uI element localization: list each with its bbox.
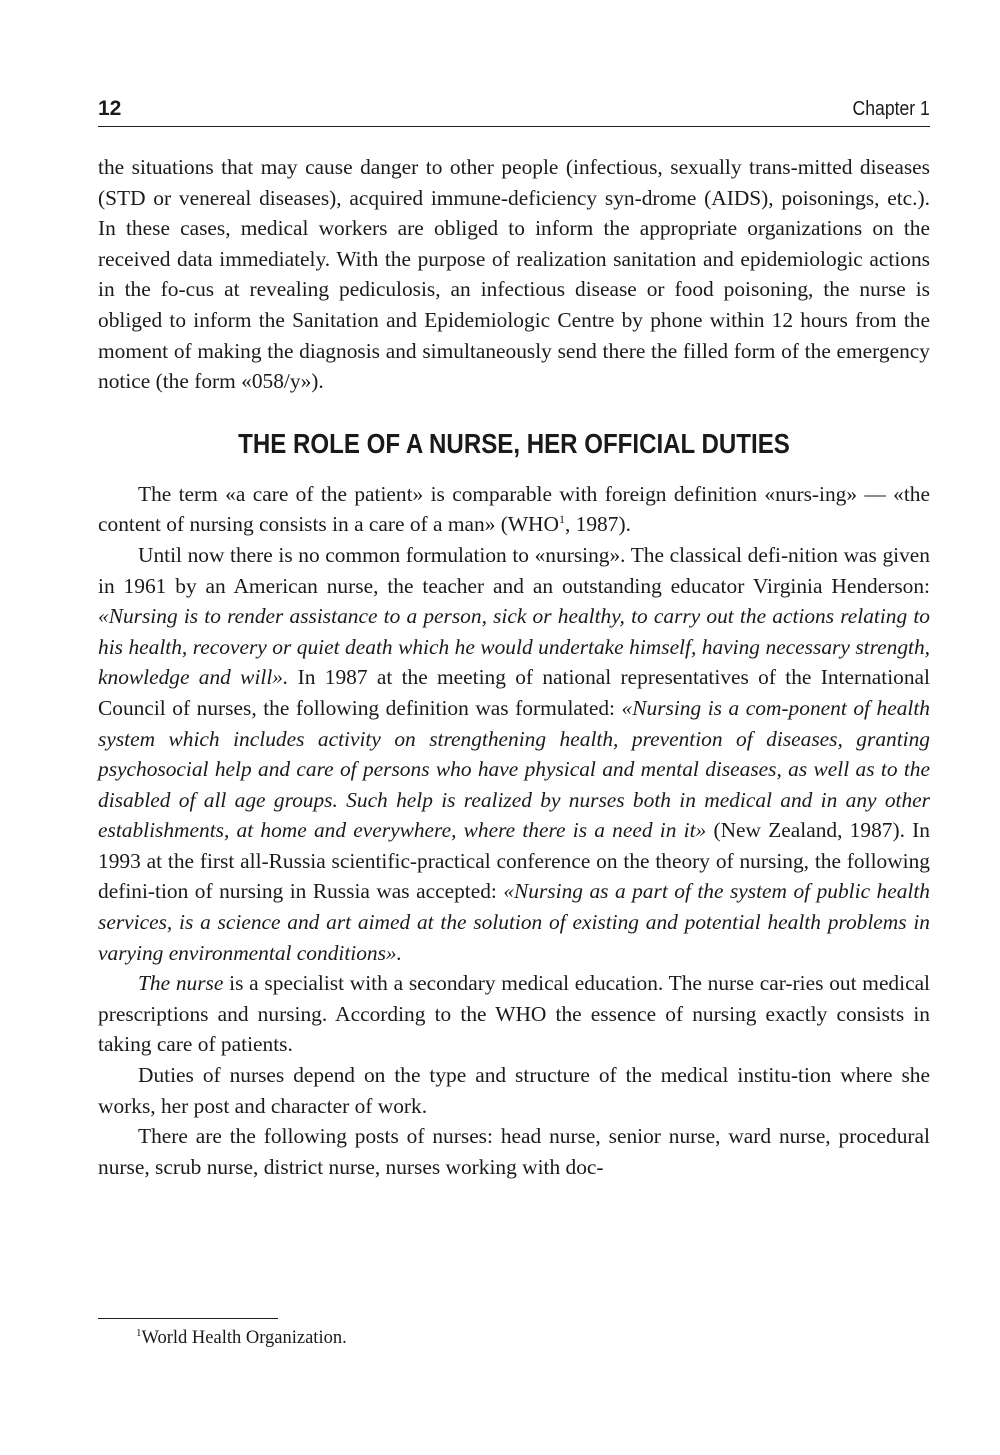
paragraph-text: is a specialist with a secondary medical education. The nurse car-ries out medical prescriptions and nursing. According to the WHO the essence of nursing exactly consists in taking care of patients.	[98, 971, 931, 1057]
footnote-number: 1	[136, 1327, 142, 1339]
paragraph-the-nurse	[98, 968, 930, 1060]
section-title: THE ROLE OF A NURSE, HER OFFICIAL DUTIES	[238, 427, 790, 459]
henderson-quote: «Nursing is to render assistance to a person, sick or healthy, to carry out the actions relating to his health, recovery or quiet death which he would undertake himself, having necessary strength, knowledge and will».	[98, 604, 930, 690]
running-header	[98, 96, 930, 127]
paragraph-text: The term «a care of the patient» is comparable with foreign definition «nurs-ing» — «the content of nursing consists in a care of a man» (WHO	[98, 481, 930, 537]
footnote-text: World Health Organization.	[141, 1328, 347, 1348]
paragraph-definitions	[98, 540, 930, 968]
paragraph-text: , 1987).	[564, 512, 631, 537]
chapter-label: Chapter 1	[852, 98, 930, 120]
body-text	[98, 152, 930, 1182]
term-the-nurse: The nurse	[138, 971, 224, 996]
footnote	[136, 1325, 347, 1351]
icn-quote: «Nursing is a com-ponent of health system which includes activity on strengthening health, prevention of diseases, granting psychosocial help and care of persons who have physical and mental diseases, as well as to the disabled of all age groups. Such help is realized by nurses both in medical and in any other establishments, at home and everywhere, where there is a need in it»	[98, 695, 930, 843]
page-number: 12	[98, 97, 122, 120]
paragraph-term-definition	[98, 479, 930, 540]
paragraph-posts: There are the following posts of nurses: head nurse, senior nurse, ward nurse, procedural nurse, scrub nurse, district nurse, nurses working with doc-	[98, 1124, 930, 1179]
paragraph-text: In 1987 at the meeting of national representatives of the International Council of nurses, the following definition was formulated:	[98, 665, 930, 720]
paragraph-continued: the situations that may cause danger to other people (infectious, sexually trans-mitted diseases (STD or venereal diseases), acquired immune-deficiency syn-drome (AIDS), poisonings, etc.). In these cases, medical workers are obliged to inform the appropriate organizations on the received data immediately. With the purpose of realization sanitation and epidemiologic actions in the fo-cus at revealing pediculosis, an infectious disease or food poisoning, the nurse is obliged to inform the Sanitation and Epidemiologic Centre by phone within 12 hours from the moment of making the diagnosis and simultaneously send there the filled form of the emergency notice (the form «058/y»).	[98, 155, 930, 394]
paragraph-text: Until now there is no common formulation to «nursing». The classical defi-nition was given in 1961 by an American nurse, the teacher and an outstanding educator Virginia Henderson:	[98, 542, 930, 598]
paragraph-text: (New Zealand, 1987). In 1993 at the first all-Russia scientific-practical conference on the theory of nursing, the following defini-tion of nursing in Russia was accepted:	[98, 818, 930, 904]
paragraph-duties: Duties of nurses depend on the type and structure of the medical institu-tion where she works, her post and character of work.	[98, 1063, 930, 1118]
russia-quote: «Nursing as a part of the system of public health services, is a science and art aimed at the solution of existing and potential health problems in varying environmental conditions».	[98, 879, 930, 965]
footnote-divider	[98, 1318, 278, 1319]
footnote-marker: 1	[558, 512, 565, 527]
